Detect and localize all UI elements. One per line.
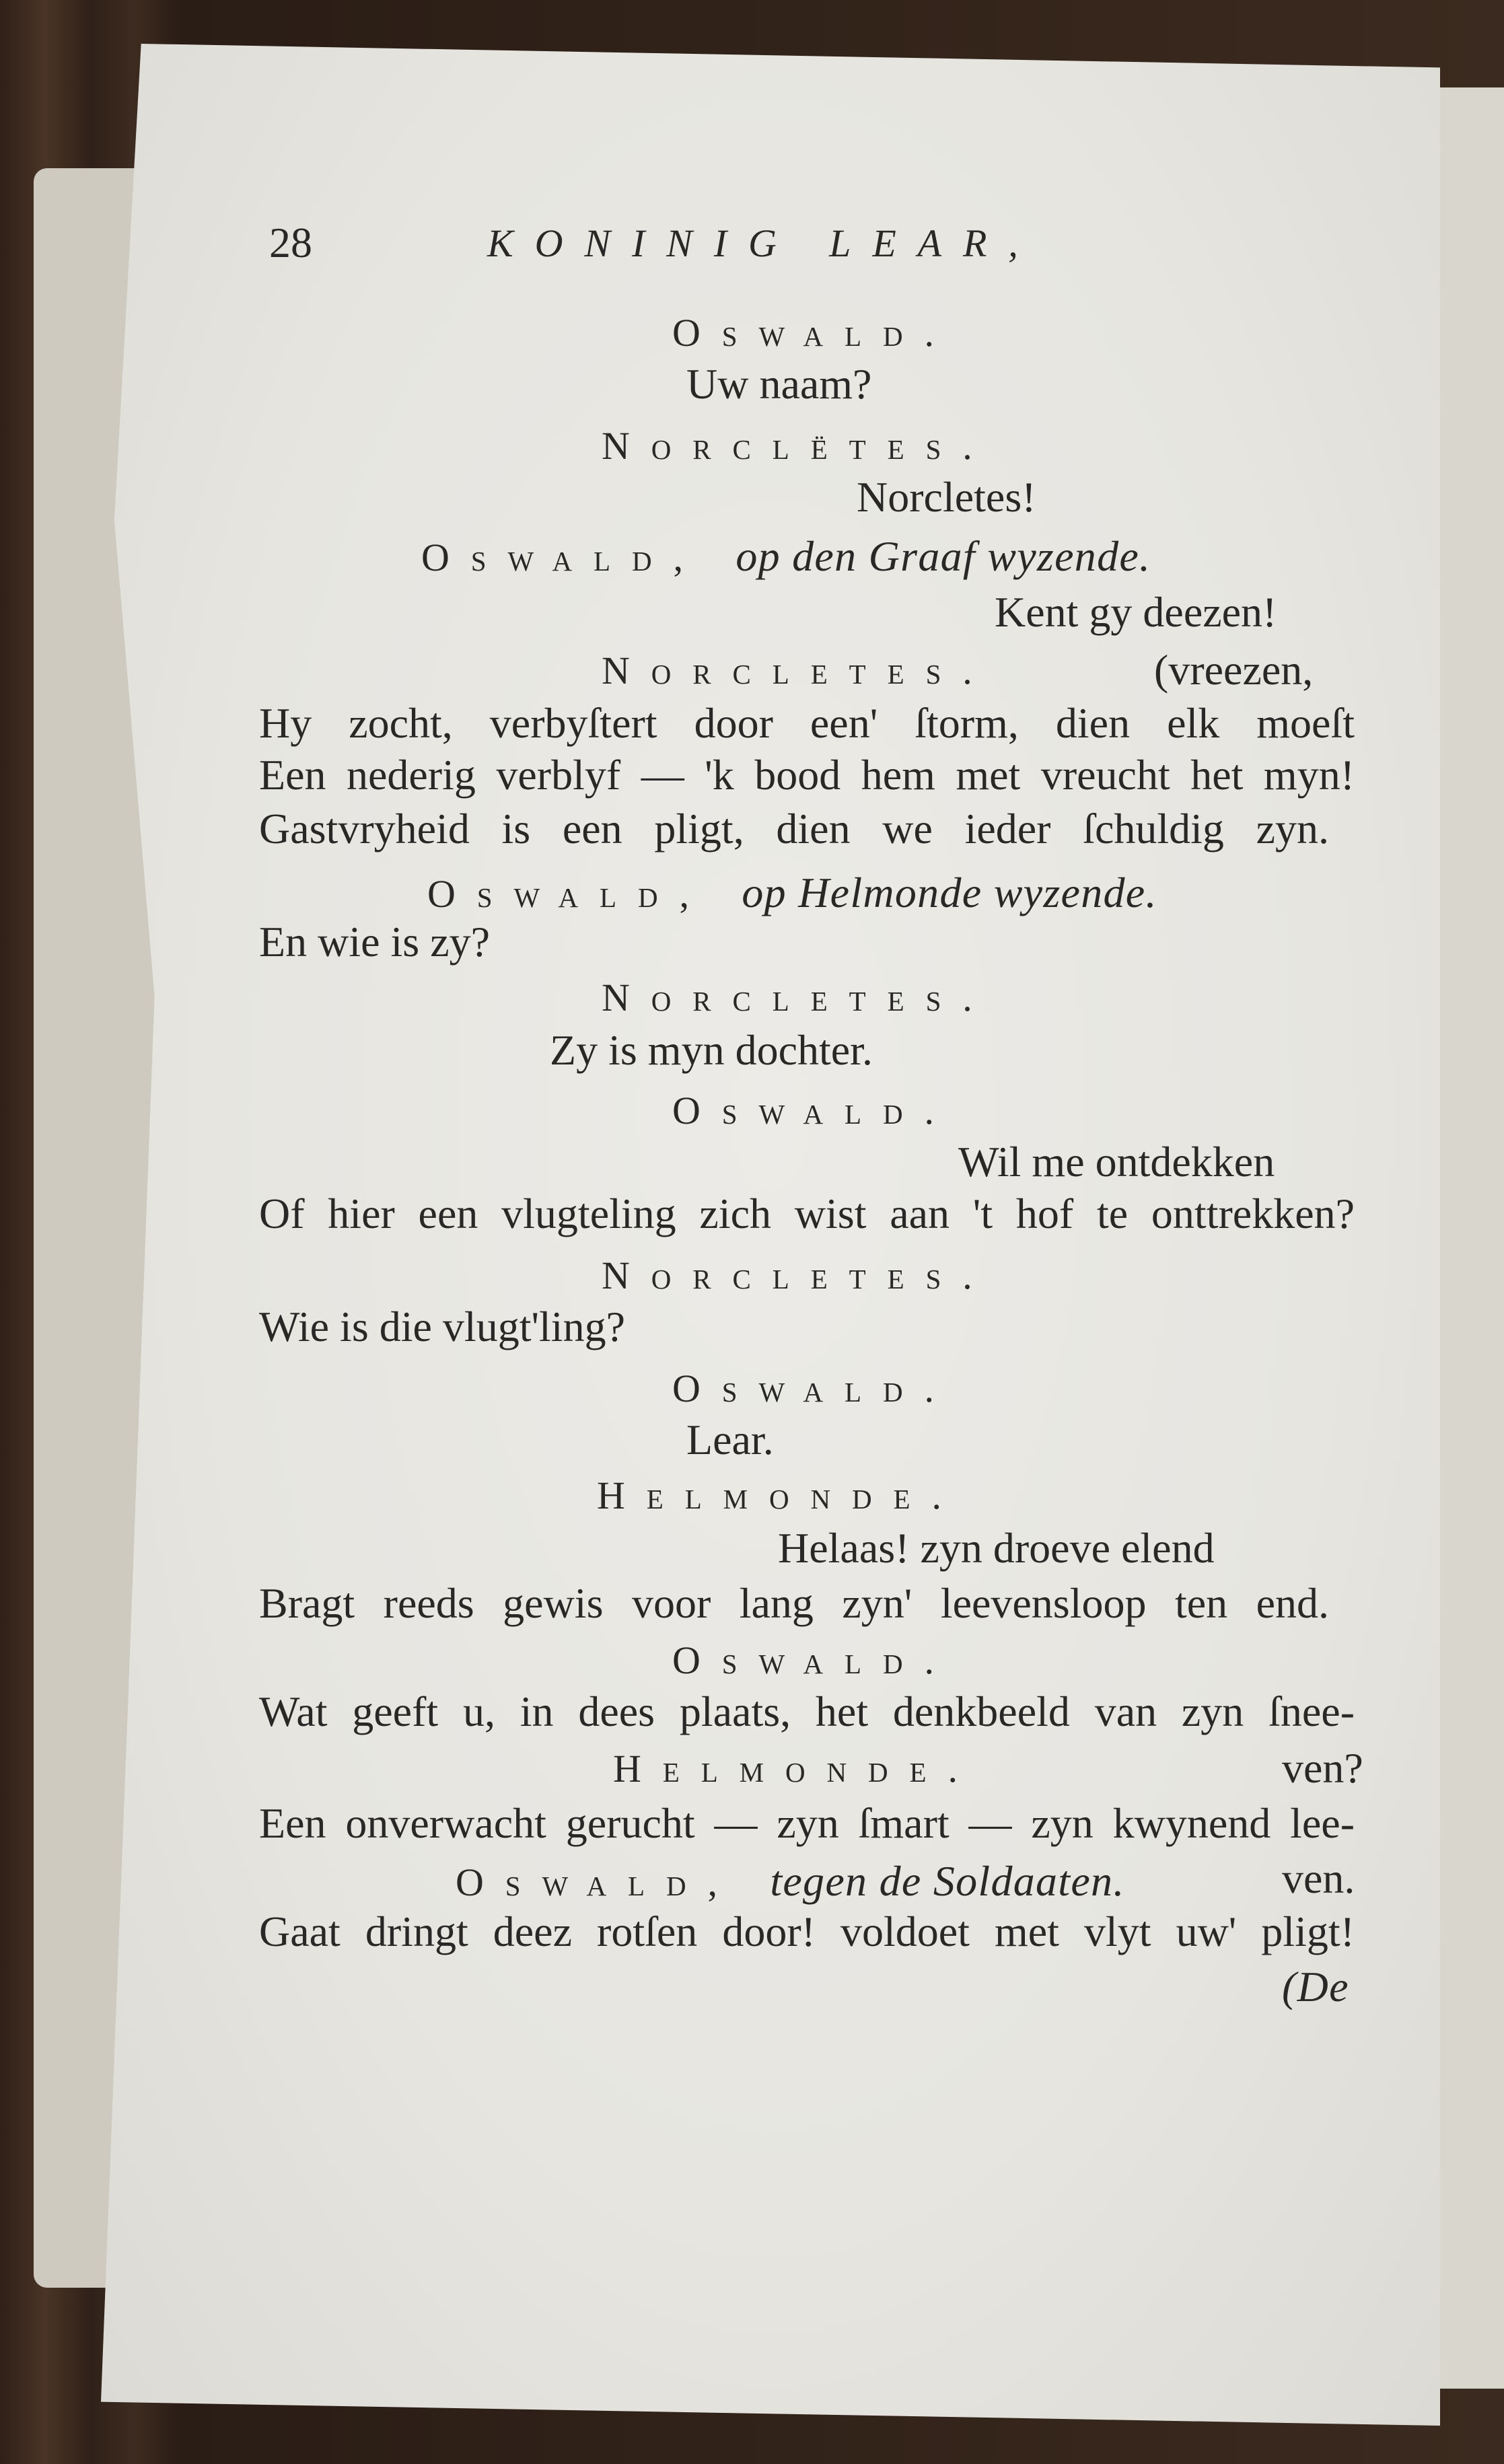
running-title: KONINIG LEAR,: [487, 221, 1040, 265]
speaker: Norcletes.: [602, 1254, 994, 1297]
speaker: Helmonde.: [597, 1474, 963, 1517]
verse-line: Een nederig verblyf — 'k bood hem met vreucht het myn!: [259, 751, 1355, 799]
verse-line: Norcletes!: [857, 473, 1036, 521]
catchword: (De: [1282, 1963, 1349, 2010]
speaker: Norcletes.: [602, 649, 994, 692]
verse-fragment: ven?: [1282, 1744, 1363, 1792]
stage-direction: op den Graaf wyzende.: [736, 532, 1151, 580]
verse-line: Lear.: [686, 1416, 774, 1463]
speaker: Oswald,: [427, 872, 742, 916]
verse-line: Wat geeft u, in dees plaats, het denkbeeld van zyn ſnee-: [259, 1688, 1355, 1735]
verse-fragment: ven.: [1282, 1854, 1355, 1902]
stage-direction: tegen de Soldaaten.: [770, 1857, 1125, 1905]
speaker: Norcletes.: [602, 976, 994, 1019]
verse-line: Hy zocht, verbyſtert door een' ſtorm, dien elk moeſt: [259, 699, 1355, 747]
verse-line: Uw naam?: [686, 360, 872, 408]
stage-heading: [427, 871, 1157, 914]
verse-line: Wil me ontdekken: [958, 1138, 1275, 1186]
speaker: Norclëtes.: [602, 424, 994, 468]
stage-direction: op Helmonde wyzende.: [742, 869, 1157, 916]
verse-line: Kent gy deezen!: [995, 588, 1277, 636]
speaker: Oswald.: [672, 1367, 956, 1410]
verse-line: Wie is die vlugt'ling?: [259, 1303, 625, 1350]
verse-line: Gaat dringt deez rotſen door! voldoet met vlyt uw' pligt!: [259, 1908, 1355, 1955]
verse-line: En wie is zy?: [259, 918, 490, 966]
verse-line: Een onverwacht gerucht — zyn ſmart — zyn kwynend lee-: [259, 1799, 1355, 1847]
verse-line: Helaas! zyn droeve elend: [778, 1524, 1215, 1572]
verse-fragment: (vreezen,: [1154, 646, 1314, 694]
facing-page-edge: [1440, 87, 1504, 2389]
speaker: Oswald.: [672, 1089, 956, 1132]
verse-line: Zy is myn dochter.: [550, 1026, 873, 1074]
verse-line: Bragt reeds gewis voor lang zyn' leevensloop ten end.: [259, 1579, 1329, 1627]
stage-heading: [421, 532, 1151, 580]
speaker: Oswald,: [456, 1860, 771, 1904]
speaker: Oswald.: [672, 1638, 956, 1682]
page-number: 28: [269, 219, 312, 266]
speaker: Oswald,: [421, 536, 736, 579]
verse-line: Of hier een vlugteling zich wist aan 't hof te onttrekken?: [259, 1190, 1355, 1237]
speaker: Helmonde.: [613, 1747, 979, 1790]
verse-line: Gastvryheid is een pligt, dien we ieder ſchuldig zyn.: [259, 805, 1329, 853]
stage-heading: [456, 1857, 1125, 1905]
speaker: Oswald.: [672, 311, 956, 355]
